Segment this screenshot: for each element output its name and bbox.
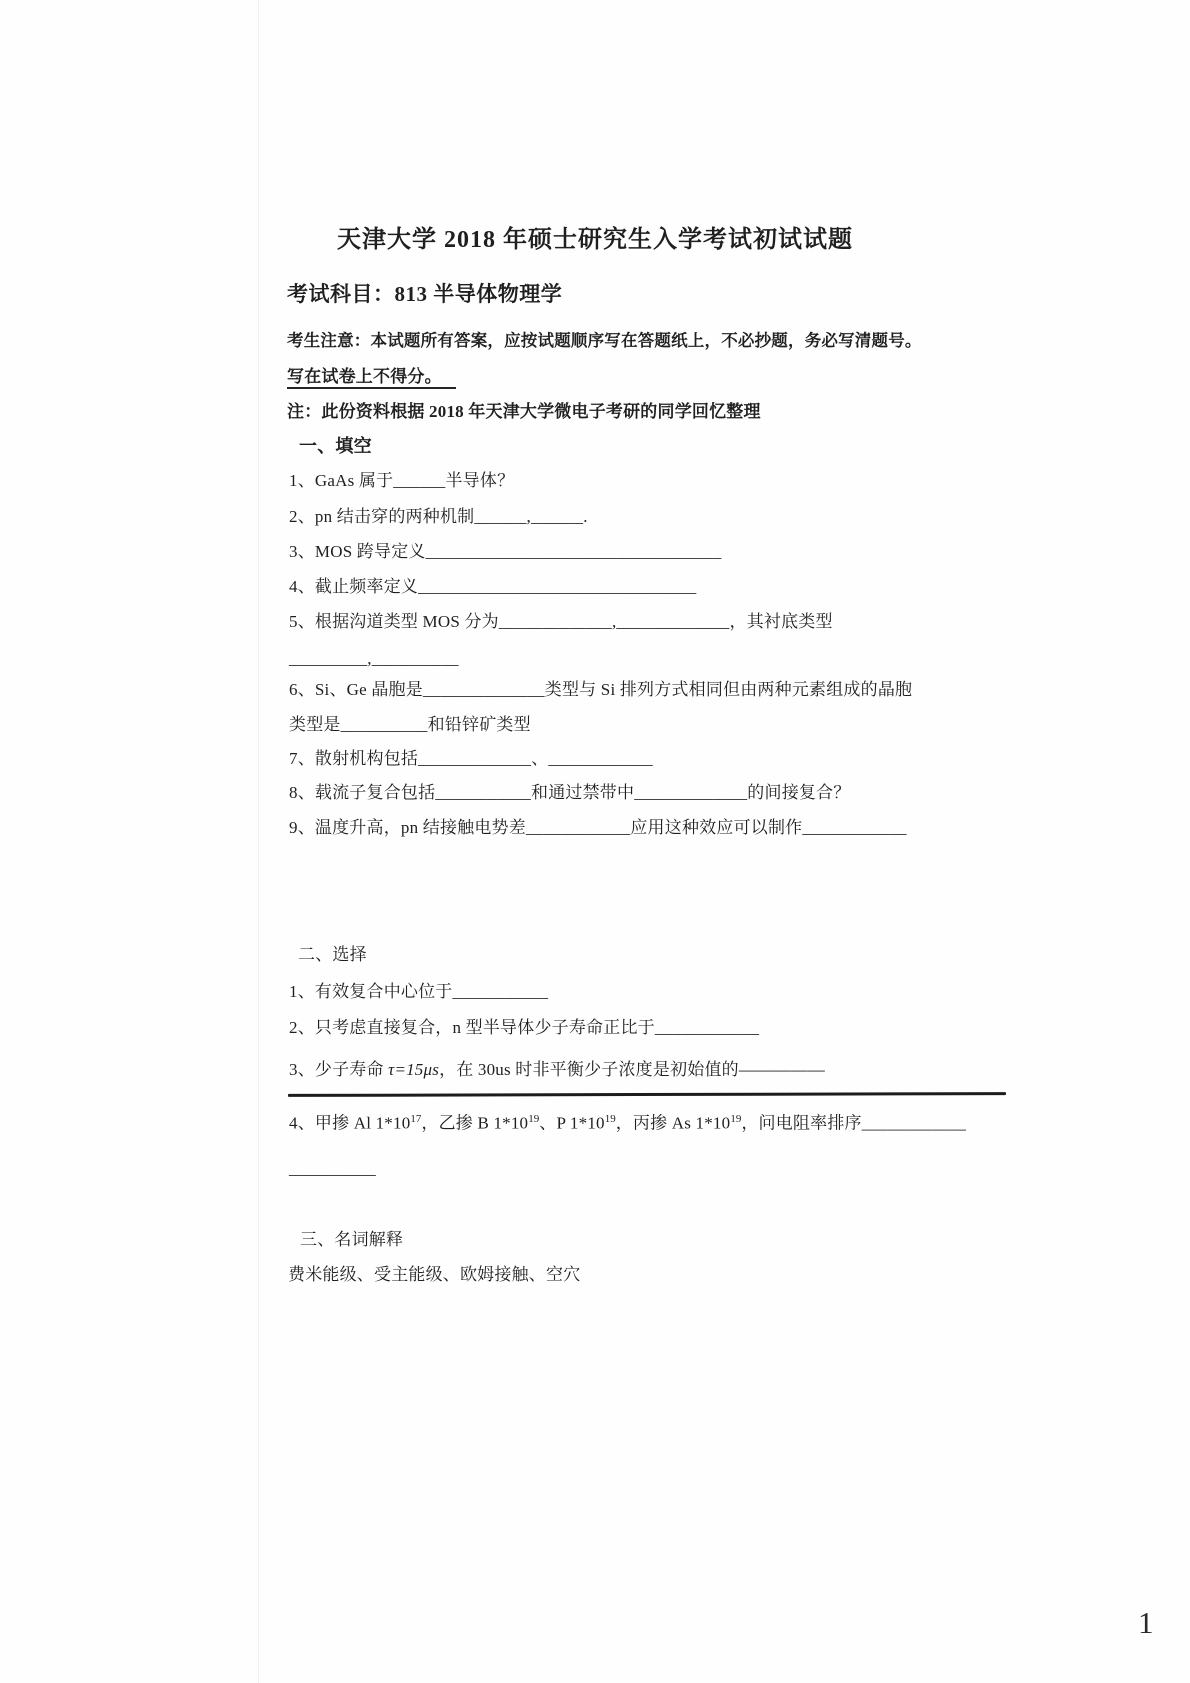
choice-question-3-post: ，在 30us 时非平衡少子浓度是初始值的: [439, 1060, 739, 1079]
fill-in-question-1: 1、GaAs 属于______半导体？: [289, 471, 515, 490]
candidate-notice-line-2: [287, 366, 456, 389]
exponent-19: 19: [730, 1113, 742, 1125]
exam-title: 天津大学 2018 年硕士研究生入学考试初试试题: [337, 227, 853, 253]
choice-question-4-text: ，乙掺 B 1*10: [421, 1113, 529, 1133]
choice-question-3-blank: —————: [738, 1060, 825, 1079]
section-1-heading: 一、填空: [299, 436, 372, 456]
fill-in-question-6-line-2: 类型是__________和铅锌矿类型: [289, 715, 531, 734]
definition-terms-line: 费米能级、受主能级、欧姆接触、空穴: [288, 1265, 581, 1284]
tau-lifetime-value: τ=15μs: [388, 1060, 440, 1079]
choice-question-4: [289, 1112, 966, 1136]
fill-in-question-2: 2、pn 结击穿的两种机制______,______.: [289, 507, 588, 526]
section-3-heading: 三、名词解释: [300, 1230, 404, 1249]
choice-question-4-text: ，问电阻率排序: [741, 1113, 862, 1133]
underlined-notice-text: 写在试卷上不得分。: [287, 367, 456, 389]
fill-in-question-9: 9、温度升高，pn 结接触电势差____________应用这种效应可以制作____________: [289, 818, 907, 837]
choice-question-4-blank: ____________: [861, 1113, 967, 1133]
fill-in-question-7: 7、散射机构包括_____________、____________: [289, 749, 653, 768]
choice-question-4-text: ，丙掺 As 1*10: [615, 1113, 731, 1133]
scan-fold-line-artifact: [288, 1092, 1006, 1097]
exponent-19: 19: [604, 1113, 616, 1125]
section-2-heading: 二、选择: [298, 945, 367, 964]
fill-in-question-5-line-2: _________,__________: [289, 649, 459, 668]
choice-question-1: 1、有效复合中心位于___________: [289, 982, 549, 1001]
choice-question-4-continuation-blank: __________: [289, 1159, 376, 1178]
exponent-17: 17: [410, 1113, 422, 1125]
source-note-line: 注：此份资料根据 2018 年天津大学微电子考研的同学回忆整理: [287, 402, 761, 421]
page-number: 1: [1138, 1605, 1154, 1640]
fill-in-question-3: 3、MOS 跨导定义__________________________________: [289, 542, 722, 561]
choice-question-3: [289, 1059, 825, 1082]
choice-question-4-text: 、P 1*10: [539, 1113, 605, 1133]
fill-in-question-4: 4、截止频率定义________________________________: [289, 577, 697, 596]
exam-subject-line: 考试科目：813 半导体物理学: [287, 282, 563, 306]
choice-question-3-pre: 3、少子寿命: [289, 1060, 389, 1079]
fill-in-question-6-line-1: 6、Si、Ge 晶胞是______________类型与 Si 排列方式相同但由两种元素组成的晶胞: [289, 680, 913, 699]
candidate-notice-line-1: 考生注意：本试题所有答案，应按试题顺序写在答题纸上，不必抄题，务必写清题号。: [287, 331, 922, 350]
fill-in-question-5-line-1: 5、根据沟道类型 MOS 分为_____________,_____________，其衬底类型: [289, 612, 833, 631]
exponent-19: 19: [528, 1113, 540, 1125]
choice-question-4-text: 4、甲掺 Al 1*10: [289, 1113, 411, 1133]
fill-in-question-8: 8、载流子复合包括___________和通过禁带中_____________的间接复合？: [289, 783, 851, 802]
choice-question-2: 2、只考虑直接复合，n 型半导体少子寿命正比于____________: [289, 1018, 760, 1037]
